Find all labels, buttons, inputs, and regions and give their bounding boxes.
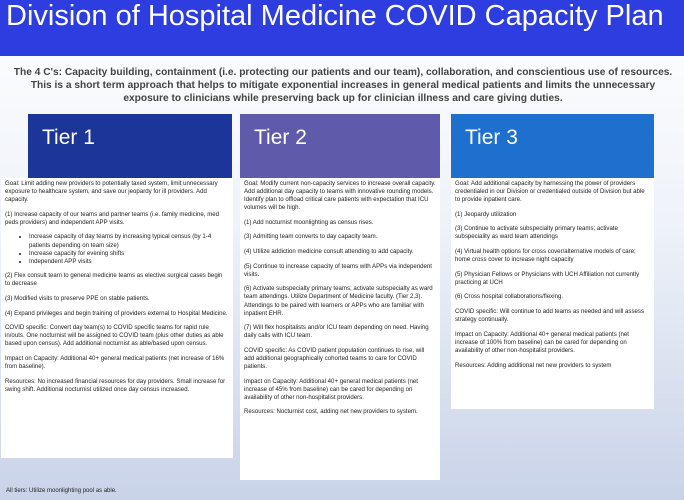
tier-2-item: (4) Utilize addiction medicine consult attending to add capacity. <box>244 248 414 256</box>
title-bar <box>0 0 684 56</box>
tier-2-label: Tier 2 <box>254 126 307 149</box>
tier-3-covid-specific: COVID specific: Will continue to add teams as needed and will assess strategy continually. <box>455 308 644 324</box>
tier-2-body <box>240 178 440 480</box>
tier-1-body <box>1 178 233 458</box>
tier-3-item: (1) Jeopardy utilization <box>455 210 517 218</box>
tier-3-item: (5) Physician Fellows or Physicians with UCH Affiliation not currently practicing at UCH <box>455 270 640 286</box>
tier-1-label: Tier 1 <box>42 126 95 149</box>
tier-2-item: (5) Continue to increase capacity of teams with APPs via independent visits. <box>244 262 432 278</box>
tier-1-bullet: • Increase capacity for evening shifts <box>29 250 229 258</box>
tier-3-item: (3) Continue to activate subspecialty primary teams; activate subspeciality as ward team attendings <box>455 225 618 241</box>
footer-note: All tiers: Utilize moonlighting pool as able. <box>6 488 117 494</box>
intro-text: The 4 C's: Capacity building, containment (i.e. protecting our patients and our team), collaboration, and conscientious use of resources. This is a short term approach that helps to mitigate exponential increases in general medical patients and limits the unnecessary exposure to clinicians while preserving back up for clinician illness and care giving duties. <box>13 67 673 104</box>
tier-3-body <box>451 178 654 409</box>
tier-3-label: Tier 3 <box>465 126 518 149</box>
tier-1-header <box>28 114 232 179</box>
page-title: Division of Hospital Medicine COVID Capacity Plan <box>6 0 664 32</box>
tier-1-bullet: • Increase capacity of day teams by increasing typical census (by 1-4 patients depending on team size) <box>29 233 229 249</box>
tier-2-goal: Goal: Modify current non-capacity services to increase overall capacity. Add additional day capacity to teams with innovative rounding models. Identify plan to offload critical care patients with expectation that ICU volumes will be high. <box>244 180 436 212</box>
tier-3-header <box>451 114 654 179</box>
tier-3-item: (6) Cross hospital collaborations/flexing. <box>455 293 564 301</box>
tier-3-resources: Resources: Adding additional net new providers to system <box>455 361 612 369</box>
tier-1-bullet-list <box>5 233 229 265</box>
tier-1-goal: Goal: Limit adding new providers to potentially taxed system, limit unnecessary exposure to healthcare system, and save our jeopardy for ill providers. Add capacity. <box>5 180 218 204</box>
tier-1-item: (3) Modified visits to preserve PPE on stable patients. <box>5 295 150 303</box>
tier-3-impact: Impact on Capacity: Additional 40+ general medical patients (net increase of 100% from baseline) can be cared for depending on availability of other non-hospitalist providers. <box>455 330 629 354</box>
tier-2-covid-specific: COVID specific: As COVID patient population continues to rise, will add additional geographically cohorted teams to care for COVID patients. <box>244 346 425 371</box>
tier-1-impact: Impact on Capacity: Additional 40+ general medical patients (net increase of 16% from baseline). <box>5 355 225 371</box>
tier-2-item: (6) Activate subspecialty primary teams; activate subspecialty as ward team attendings. Utilize Department of Medicine faculty. (Tier 2,3). Attendings to be paired with learners or APPs who are familiar with inpatient EHR. <box>244 285 433 317</box>
tier-2-header <box>240 114 440 179</box>
tier-3-item: (4) Virtual health options for cross cover/alternative models of care; home cross cover to increase night capacity <box>455 248 636 264</box>
tier-2-resources: Resources: Nocturnist cost, adding net new providers to system. <box>244 408 418 416</box>
tier-3-goal: Goal: Add additional capacity by harnessing the power of providers credentialed in our Division or credentialed outside of Division but able to provide inpatient care. <box>455 180 645 204</box>
tier-1-item: (2) Flex consult team to general medicine teams as elective surgical cases begin to decrease <box>5 272 223 288</box>
tier-1-item: (1) Increase capacity of our teams and partner teams (i.e. family medicine, med peds providers) and independent APP visits. <box>5 210 220 226</box>
tier-2-item: (3) Admitting team converts to day capacity team. <box>244 233 378 241</box>
tier-1-resources: Resources: No increased financial resources for day providers. Small increase for swing shift. Additional nocturnist utilized once day census increased. <box>5 377 226 393</box>
tier-2-impact: Impact on Capacity: Additional 40+ general medical patients (net increase of 45% from baseline) can be cared for depending on availability of other non-hospitalist providers. <box>244 377 418 401</box>
tier-1-bullet: • Independent APP visits <box>29 258 229 266</box>
tier-1-covid-specific: COVID specific: Convert day team(s) to COVID specific teams for rapid rule in/outs. One nocturnist will be assigned to COVID team (plus other duties as able based upon census). Add additional nocturnist as able/based upon census. <box>5 324 224 348</box>
tier-2-item: (7) Will flex hospitalists and/or ICU team depending on need. Having daily calls with ICU team. <box>244 324 429 340</box>
tier-1-item: (4) Expand privileges and begin training of providers external to Hospital Medicine. <box>5 309 228 317</box>
tier-2-item: (1) Add nocturnist moonlighting as census rises. <box>244 218 374 226</box>
